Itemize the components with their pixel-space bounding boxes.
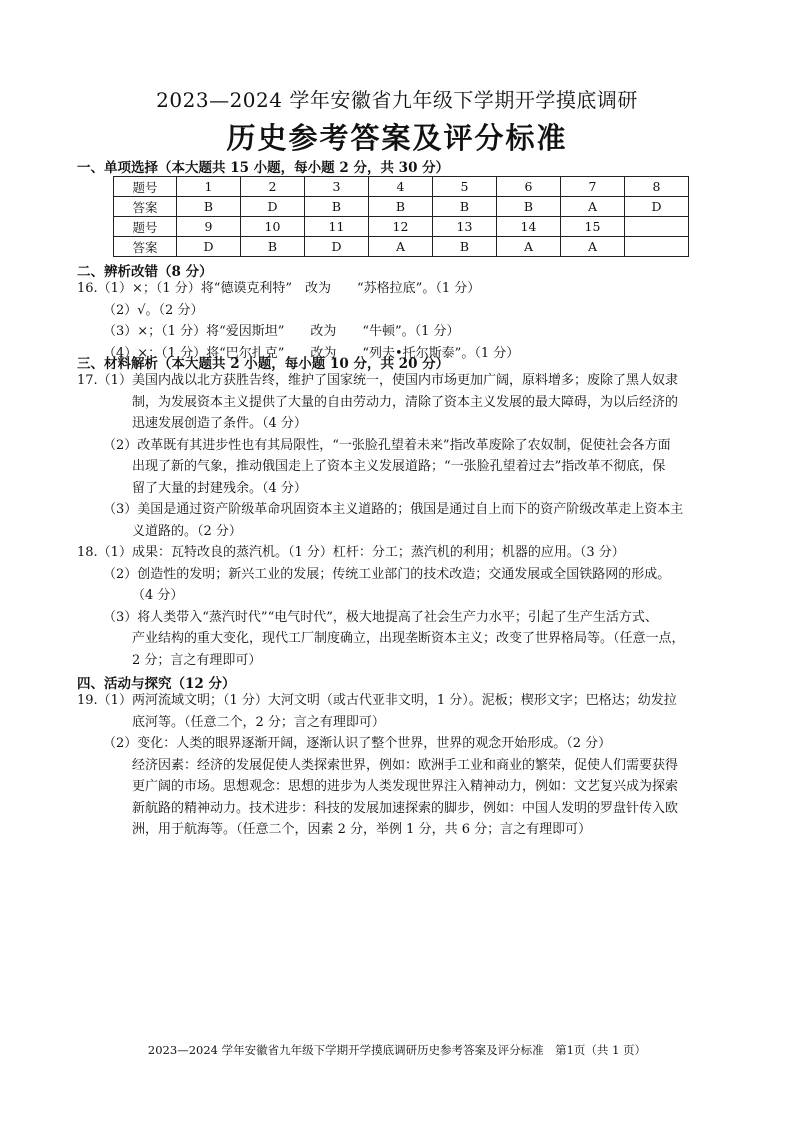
section-4-heading: 四、活动与探究（12 分） <box>77 676 236 692</box>
answer-table-cell: 2 <box>241 177 305 197</box>
q18-line: 产业结构的重大变化，现代工厂制度确立，出现垄断资本主义；改变了世界格局等。（任意一点， <box>132 631 685 646</box>
exam-subtitle: 2023—2024 学年安徽省九年级下学期开学摸底调研 <box>156 88 638 112</box>
section-1-heading: 一、单项选择（本大题共 15 小题，每小题 2 分，共 30 分） <box>77 160 450 176</box>
question-19 <box>77 690 678 841</box>
answer-table-cell: D <box>241 197 305 217</box>
answer-table-cell: D <box>177 237 241 257</box>
q19-line: 新航路的精神动力。技术进步：科技的发展加速探索的脚步，例如：中国人发明的罗盘针传入欧 <box>132 800 679 816</box>
answer-table-cell: D <box>625 197 689 217</box>
answer-table-cell: A <box>561 197 625 217</box>
q19-line: 经济因素：经济的发展促使人类探索世界，例如：欧洲手工业和商业的繁荣，促使人们需要获得 <box>132 757 679 773</box>
answer-table-cell: 15 <box>561 217 625 237</box>
answer-table-cell: 9 <box>177 217 241 237</box>
section-3-heading: 三、材料解析（本大题共 2 小题，每小题 10 分，共 20 分） <box>77 356 450 372</box>
q19-line: 19.（1）两河流域文明；（1 分）大河文明（或古代亚非文明，1 分）。泥板；楔形文字；巴格达；幼发拉 <box>77 693 677 708</box>
answer-table-cell: 11 <box>305 217 369 237</box>
answer-table-cell: 7 <box>561 177 625 197</box>
answer-table-cell: B <box>433 237 497 257</box>
answer-table-cell <box>625 217 689 237</box>
page-title: 历史参考答案及评分标准 <box>226 121 568 155</box>
answer-table-cell: 5 <box>433 177 497 197</box>
q17-line: 迅速发展创造了条件。（4 分） <box>132 416 307 431</box>
answer-table-header-cell: 答案 <box>114 237 177 257</box>
q18-line: （4 分） <box>132 588 184 603</box>
q17-line: 义道路的。（2 分） <box>132 523 242 539</box>
answer-table-cell: B <box>369 197 433 217</box>
answer-table-cell: D <box>305 237 369 257</box>
q19-line: 更广阔的市场。思想观念：思想的进步为人类发现世界注入精神动力，例如：文艺复兴成为探索 <box>132 779 679 794</box>
answer-table-header-cell: 题号 <box>114 177 177 197</box>
answer-table-cell: 13 <box>433 217 497 237</box>
answer-table-row <box>114 177 689 197</box>
q18-line: （2）创造性的发明；新兴工业的发展；传统工业部门的技术改造；交通发展或全国铁路网的形成。 <box>103 566 671 582</box>
answer-table-cell: B <box>305 197 369 217</box>
answer-table-cell: B <box>177 197 241 217</box>
q19-line: 洲，用于航海等。（任意二个，因素 2 分，举例 1 分，共 6 分；言之有理即可） <box>132 822 592 837</box>
q16-line: 16.（1）×；（1 分）将“德谟克利特” 改为 “苏格拉底”。（1 分） <box>77 281 481 296</box>
answer-table-cell: 8 <box>625 177 689 197</box>
answer-table-cell: 14 <box>497 217 561 237</box>
answer-table-cell: 3 <box>305 177 369 197</box>
q17-line: 留了大量的封建残余。（4 分） <box>132 480 307 496</box>
answer-table-cell: 12 <box>369 217 433 237</box>
answer-table-row <box>114 217 689 237</box>
answer-table-cell: 1 <box>177 177 241 197</box>
q17-line: 制，为发展资本主义提供了大量的自由劳动力，清除了资本主义发展的最大障碍，为以后经济的 <box>132 394 679 410</box>
answer-table-cell: A <box>369 237 433 257</box>
q19-line: （2）变化：人类的眼界逐渐开阔，逐渐认识了整个世界，世界的观念开始形成。（2 分） <box>103 736 612 751</box>
q16-line: （4）×；（1 分）将“巴尔扎克” 改为 “列夫•托尔斯泰”。（1 分） <box>103 345 520 361</box>
section-2-heading: 二、辨析改错（8 分） <box>77 264 213 280</box>
question-17 <box>77 370 683 542</box>
answer-table-cell <box>625 237 689 257</box>
answer-table-cell: B <box>241 237 305 257</box>
q18-line: 2 分；言之有理即可） <box>132 652 262 668</box>
answer-table-row <box>114 197 689 217</box>
page-footer: 2023—2024 学年安徽省九年级下学期开学摸底调研历史参考答案及评分标准 第1页（共 1 页） <box>147 1043 647 1057</box>
answer-table-cell: A <box>561 237 625 257</box>
q18-line: 18.（1）成果：瓦特改良的蒸汽机。（1 分）杠杆：分工；蒸汽机的利用；机器的应用。（3 分） <box>77 545 625 560</box>
q17-line: （3）美国是通过资产阶级革命巩固资本主义道路的；俄国是通过自上而下的资产阶级改革走上资本主 <box>103 502 684 517</box>
q19-line: 底河等。（任意二个，2 分；言之有理即可） <box>132 714 385 730</box>
question-18 <box>77 542 685 671</box>
answer-table-cell: 4 <box>369 177 433 197</box>
q17-line: 17.（1）美国内战以北方获胜告终，维护了国家统一，使国内市场更加广阔，原料增多；废除了黑人奴隶 <box>77 373 678 388</box>
answer-table-row <box>114 237 689 257</box>
answer-table-cell: A <box>497 237 561 257</box>
answer-table-cell: B <box>433 197 497 217</box>
answer-table-header-cell: 答案 <box>114 197 177 217</box>
q17-line: （2）改革既有其进步性也有其局限性，“一张脸孔望着未来”指改革废除了农奴制，促使社会各方面 <box>103 437 671 453</box>
q17-line: 出现了新的气象，推动俄国走上了资本主义发展道路；“一张脸孔望着过去”指改革不彻底，保 <box>132 459 666 474</box>
q16-line: （2）√。（2 分） <box>103 302 204 318</box>
answer-table <box>113 176 689 257</box>
answer-table-header-cell: 题号 <box>114 217 177 237</box>
answer-table-cell: 10 <box>241 217 305 237</box>
answer-table-cell: 6 <box>497 177 561 197</box>
q16-line: （3）×；（1 分）将“爱因斯坦” 改为 “牛顿”。（1 分） <box>103 324 460 339</box>
answer-table-cell: B <box>497 197 561 217</box>
q18-line: （3）将人类带入“蒸汽时代”“电气时代”，极大地提高了社会生产力水平；引起了生产生活方式、 <box>103 609 658 625</box>
